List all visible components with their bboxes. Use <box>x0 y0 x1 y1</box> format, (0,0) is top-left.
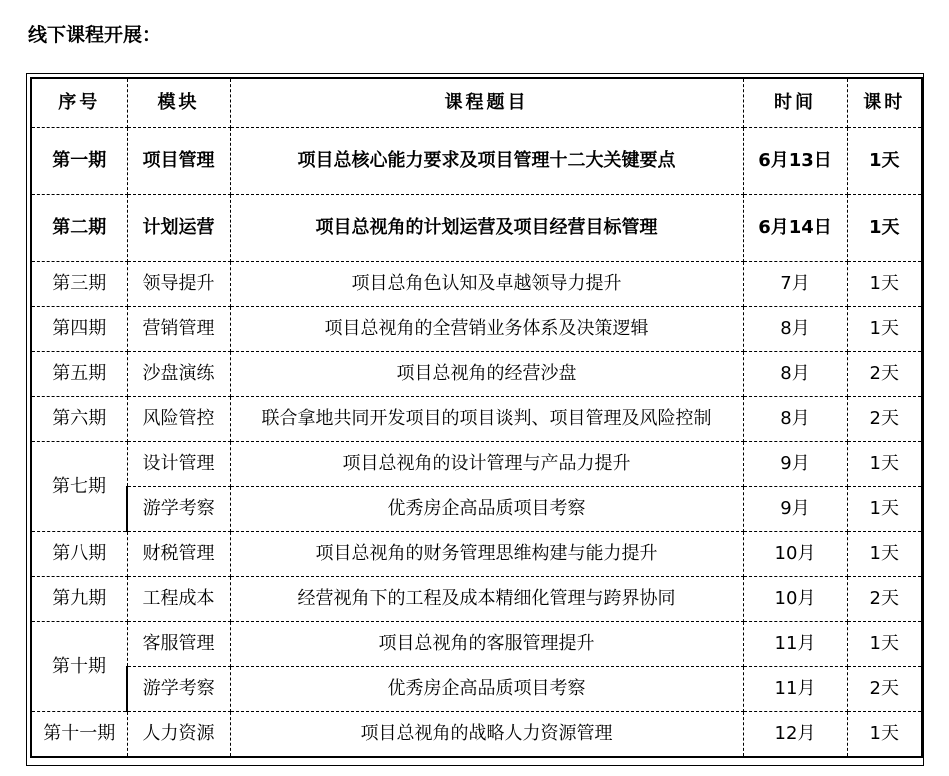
cell-time: 9月 <box>743 442 847 487</box>
header-hours: 课时 <box>847 78 922 128</box>
cell-module: 游学考察 <box>127 487 230 532</box>
cell-topic: 项目总视角的计划运营及项目经营目标管理 <box>230 195 743 262</box>
cell-period: 第十一期 <box>31 712 127 758</box>
cell-topic: 经营视角下的工程及成本精细化管理与跨界协同 <box>230 577 743 622</box>
section-heading: 线下课程开展： <box>28 24 162 46</box>
table-row <box>31 195 922 262</box>
cell-time: 11月 <box>743 667 847 712</box>
cell-module: 计划运营 <box>127 195 230 262</box>
cell-module: 沙盘演练 <box>127 352 230 397</box>
cell-hours: 1天 <box>847 128 922 195</box>
course-schedule-table <box>30 77 923 758</box>
table-row <box>31 262 922 307</box>
cell-period: 第六期 <box>31 397 127 442</box>
cell-module: 客服管理 <box>127 622 230 667</box>
table-row <box>31 712 922 758</box>
cell-module: 项目管理 <box>127 128 230 195</box>
cell-topic: 项目总角色认知及卓越领导力提升 <box>230 262 743 307</box>
cell-hours: 1天 <box>847 262 922 307</box>
table-row <box>31 667 922 712</box>
cell-topic: 联合拿地共同开发项目的项目谈判、项目管理及风险控制 <box>230 397 743 442</box>
cell-period: 第三期 <box>31 262 127 307</box>
cell-time: 10月 <box>743 532 847 577</box>
cell-hours: 1天 <box>847 195 922 262</box>
cell-period: 第八期 <box>31 532 127 577</box>
table-row <box>31 128 922 195</box>
cell-hours: 1天 <box>847 307 922 352</box>
cell-hours: 1天 <box>847 487 922 532</box>
header-module: 模块 <box>127 78 230 128</box>
cell-time: 9月 <box>743 487 847 532</box>
cell-module: 工程成本 <box>127 577 230 622</box>
cell-period: 第四期 <box>31 307 127 352</box>
cell-topic: 项目总视角的客服管理提升 <box>230 622 743 667</box>
table-row <box>31 442 922 487</box>
cell-period: 第五期 <box>31 352 127 397</box>
cell-hours: 2天 <box>847 667 922 712</box>
cell-time: 12月 <box>743 712 847 758</box>
cell-module: 财税管理 <box>127 532 230 577</box>
cell-time: 8月 <box>743 352 847 397</box>
cell-time: 11月 <box>743 622 847 667</box>
cell-topic: 优秀房企高品质项目考察 <box>230 667 743 712</box>
cell-period: 第十期 <box>31 622 127 712</box>
table-header-row <box>31 78 922 128</box>
cell-time: 8月 <box>743 307 847 352</box>
cell-time: 6月14日 <box>743 195 847 262</box>
cell-module: 风险管控 <box>127 397 230 442</box>
cell-period: 第二期 <box>31 195 127 262</box>
cell-topic: 项目总视角的财务管理思维构建与能力提升 <box>230 532 743 577</box>
cell-topic: 项目总核心能力要求及项目管理十二大关键要点 <box>230 128 743 195</box>
cell-hours: 2天 <box>847 577 922 622</box>
header-time: 时间 <box>743 78 847 128</box>
cell-module: 领导提升 <box>127 262 230 307</box>
table-row <box>31 622 922 667</box>
table-row <box>31 397 922 442</box>
cell-topic: 项目总视角的经营沙盘 <box>230 352 743 397</box>
cell-topic: 项目总视角的全营销业务体系及决策逻辑 <box>230 307 743 352</box>
cell-hours: 1天 <box>847 712 922 758</box>
table-row <box>31 487 922 532</box>
cell-hours: 1天 <box>847 622 922 667</box>
cell-module: 设计管理 <box>127 442 230 487</box>
cell-topic: 项目总视角的设计管理与产品力提升 <box>230 442 743 487</box>
cell-module: 游学考察 <box>127 667 230 712</box>
cell-period: 第九期 <box>31 577 127 622</box>
cell-time: 7月 <box>743 262 847 307</box>
table-row <box>31 532 922 577</box>
cell-period: 第七期 <box>31 442 127 532</box>
cell-hours: 2天 <box>847 352 922 397</box>
cell-topic: 优秀房企高品质项目考察 <box>230 487 743 532</box>
table-row <box>31 352 922 397</box>
cell-module: 营销管理 <box>127 307 230 352</box>
cell-hours: 1天 <box>847 532 922 577</box>
table-row <box>31 577 922 622</box>
cell-module: 人力资源 <box>127 712 230 758</box>
cell-hours: 2天 <box>847 397 922 442</box>
cell-period: 第一期 <box>31 128 127 195</box>
cell-time: 8月 <box>743 397 847 442</box>
cell-topic: 项目总视角的战略人力资源管理 <box>230 712 743 758</box>
header-topic: 课程题目 <box>230 78 743 128</box>
cell-time: 10月 <box>743 577 847 622</box>
cell-hours: 1天 <box>847 442 922 487</box>
cell-time: 6月13日 <box>743 128 847 195</box>
table-row <box>31 307 922 352</box>
header-period: 序号 <box>31 78 127 128</box>
